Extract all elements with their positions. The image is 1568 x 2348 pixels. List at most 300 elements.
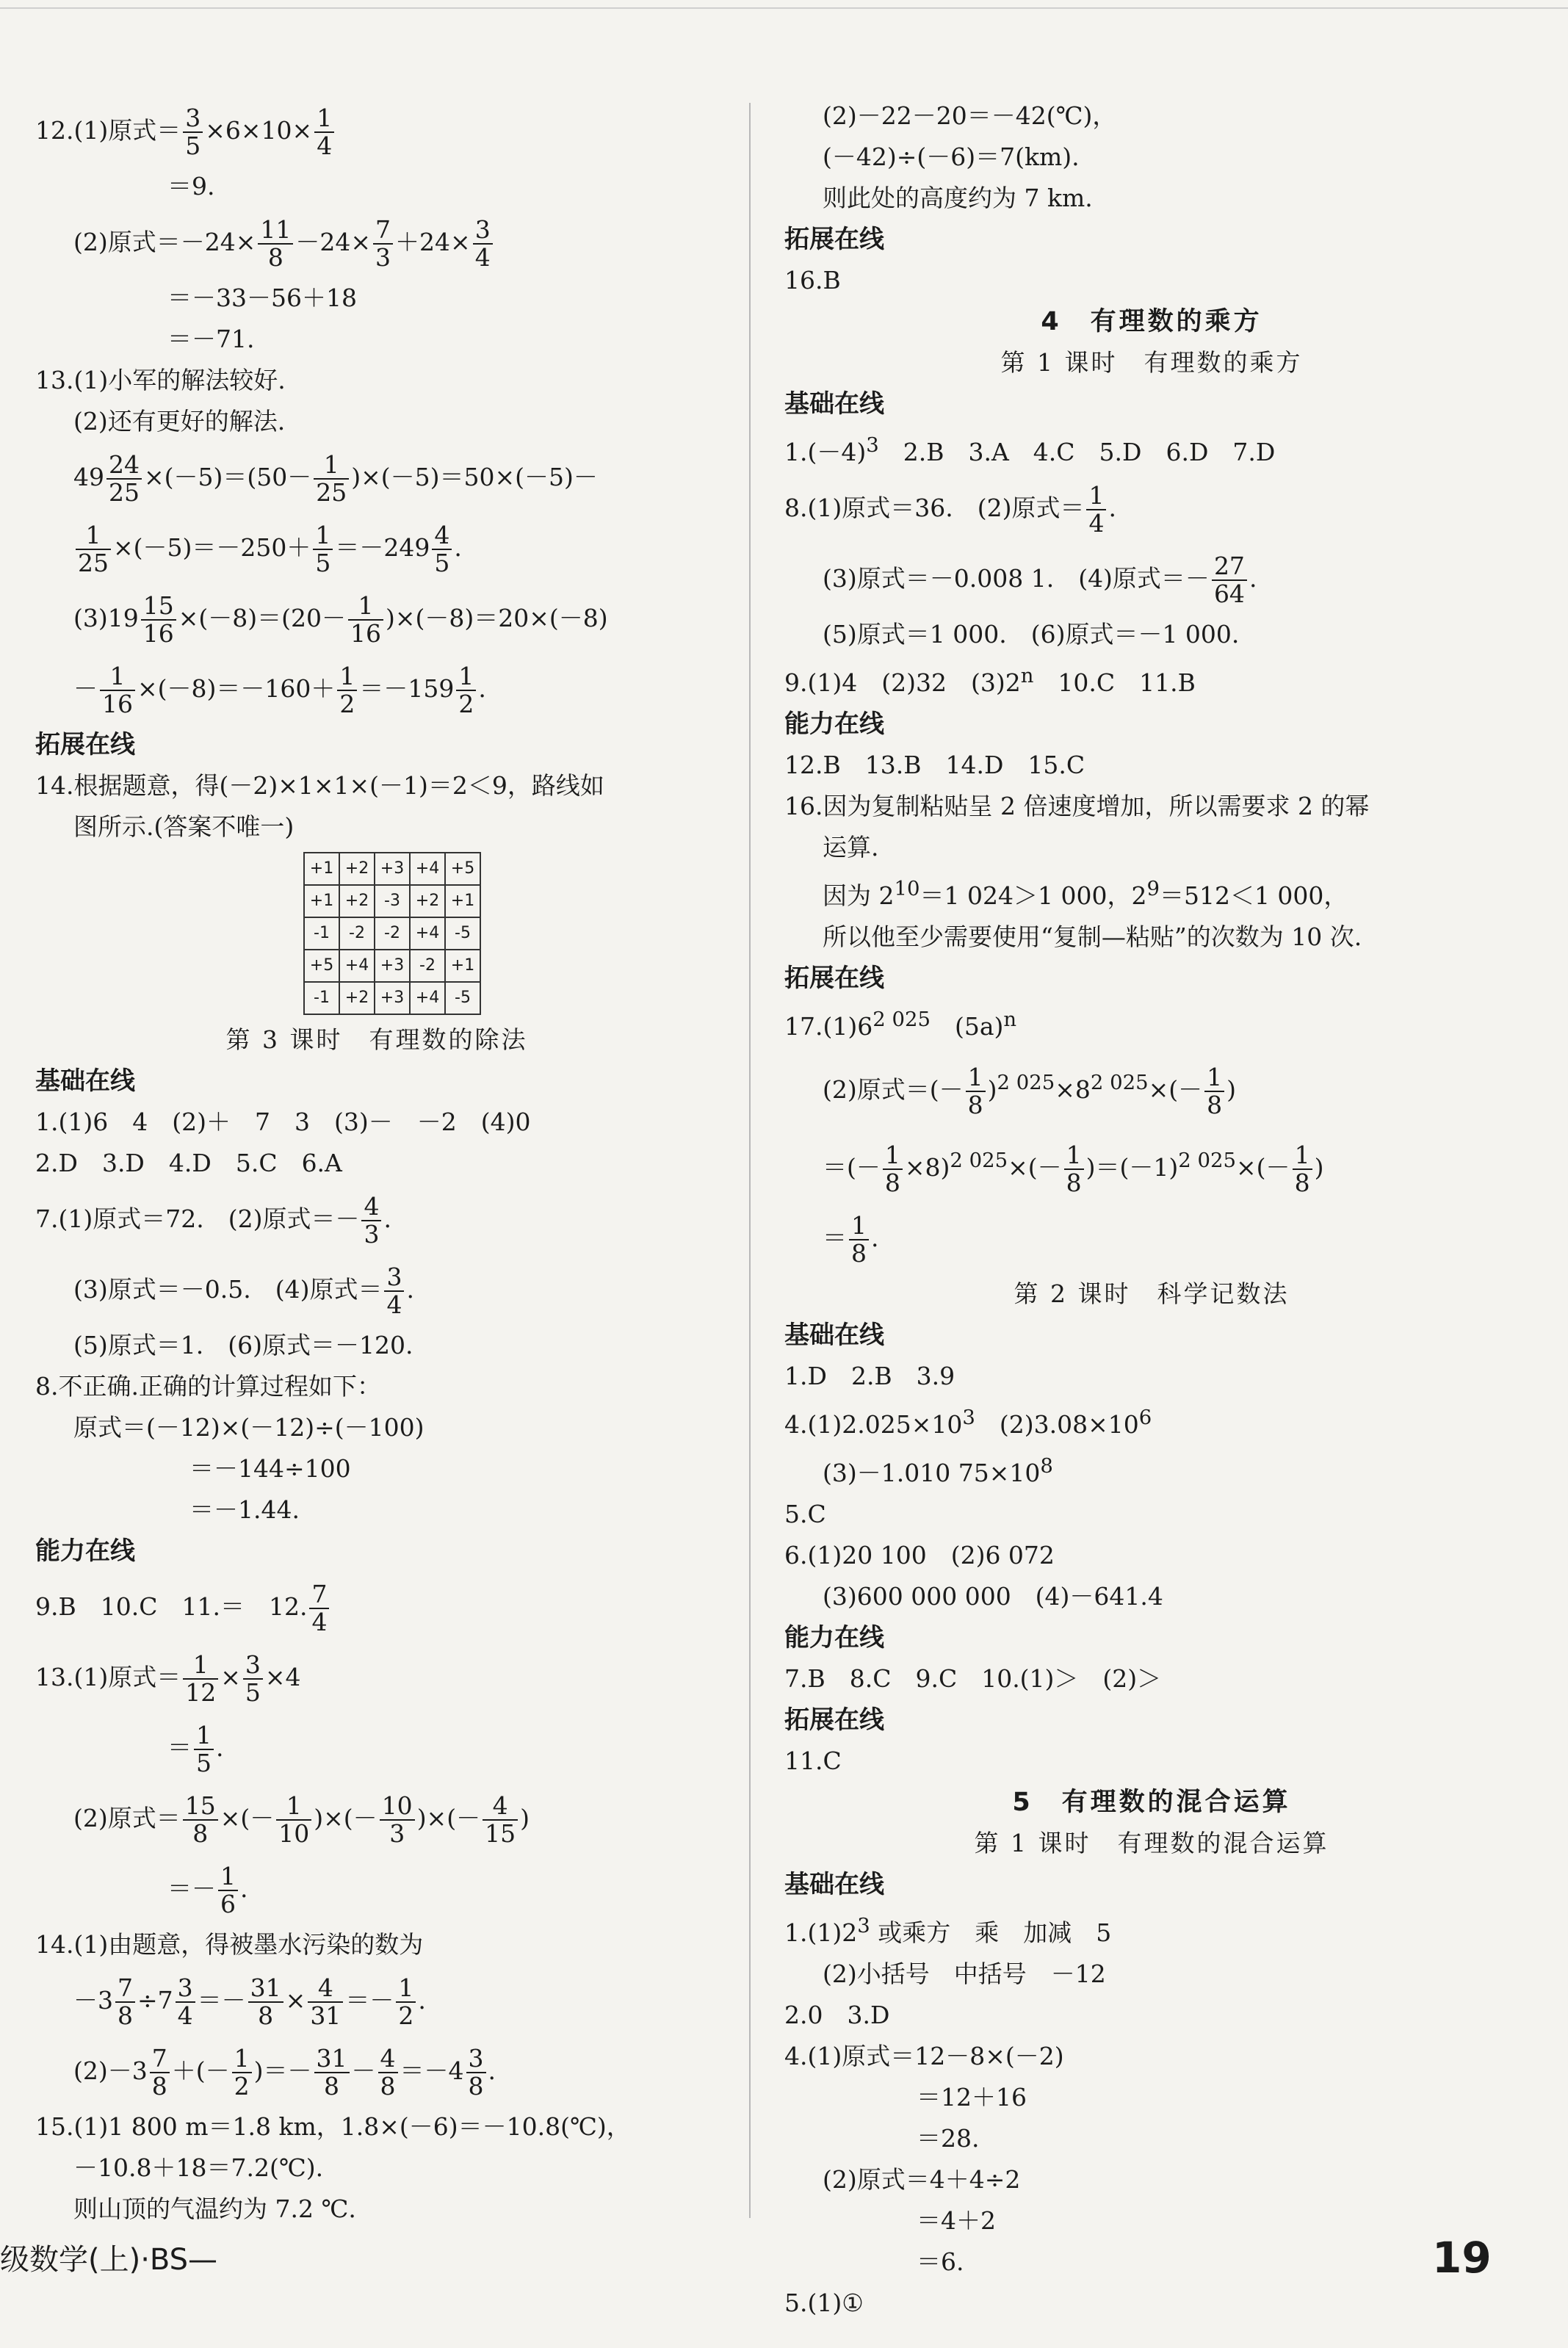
grid-row xyxy=(304,885,480,917)
denominator: 12 xyxy=(185,1678,217,1707)
numerator: 4 xyxy=(432,522,452,550)
superscript: 10 xyxy=(894,877,920,900)
text: ×6×10× xyxy=(205,116,313,145)
fraction xyxy=(1086,483,1106,537)
text: )＝－ xyxy=(253,2056,312,2085)
denominator: 5 xyxy=(315,549,331,577)
a13-2-line2 xyxy=(35,1854,718,1924)
b1: 1.(1)6 4 (2)＋ 7 3 (3)－ －2 (4)0 xyxy=(35,1108,531,1136)
column-divider xyxy=(749,103,751,2218)
fraction xyxy=(373,217,393,271)
fraction xyxy=(456,663,476,718)
text: (3)原式＝－0.008 1. (4)原式＝－ xyxy=(823,564,1210,593)
text: . xyxy=(216,1733,224,1762)
text: 2.B 3.A 4.C 5.D 6.D 7.D xyxy=(878,438,1276,466)
numerator: 3 xyxy=(183,105,203,133)
text: 1.(－4) xyxy=(784,438,867,466)
q13-3-line2 xyxy=(35,654,718,724)
denominator: 4 xyxy=(386,1290,402,1319)
q13-2: (2)还有更好的解法. xyxy=(73,407,286,436)
numerator: 1 xyxy=(348,593,383,621)
text: (2)3.08×10 xyxy=(975,1410,1139,1439)
text: . xyxy=(418,1986,426,2015)
section-heading-extension: 拓展在线 xyxy=(784,1705,884,1735)
r-line xyxy=(784,1125,1519,1203)
text: －24× xyxy=(295,228,372,256)
denominator: 8 xyxy=(1066,1168,1082,1197)
fraction xyxy=(1204,1064,1224,1119)
text: . xyxy=(1249,564,1257,593)
denominator: 5 xyxy=(196,1749,212,1777)
text: 1.(1)2 xyxy=(784,1918,858,1947)
numerator: 1 xyxy=(313,522,333,550)
r-line xyxy=(784,1203,1519,1274)
text: ×(－ xyxy=(1148,1075,1203,1104)
section-heading-ability: 能力在线 xyxy=(35,1536,135,1566)
grid-cell: -1 xyxy=(304,917,339,950)
text: ×4 xyxy=(264,1663,301,1691)
fraction xyxy=(483,1793,518,1847)
text: 9.B 10.C 11.＝ 12. xyxy=(35,1592,308,1621)
text: ×(－ xyxy=(220,1804,275,1832)
grid-cell: -2 xyxy=(410,950,445,982)
text: ＝－159 xyxy=(359,674,455,703)
fraction xyxy=(194,1722,214,1777)
denominator: 4 xyxy=(177,2001,193,2030)
denominator: 8 xyxy=(1207,1091,1223,1119)
page-number: 19 xyxy=(1432,2233,1492,2283)
fraction xyxy=(473,217,493,271)
denominator: 8 xyxy=(1294,1168,1310,1197)
grid-cell: +5 xyxy=(445,853,480,885)
grid-cell: +1 xyxy=(304,853,339,885)
text: 10.C 11.B xyxy=(1033,668,1196,697)
fraction xyxy=(348,593,383,647)
text: . xyxy=(406,1275,414,1304)
a14-line1: 14.(1)由题意，得被墨水污染的数为 xyxy=(35,1930,424,1959)
q13-3-line1 xyxy=(35,583,718,654)
r-line: 6.(1)20 100 (2)6 072 xyxy=(784,1541,1055,1569)
text: ×(－ xyxy=(1236,1153,1290,1182)
text: . xyxy=(1108,494,1116,522)
text: . xyxy=(454,533,462,562)
numerator: 1 xyxy=(396,1975,416,2003)
numerator: 1 xyxy=(1086,483,1106,510)
section-heading-extension: 拓展在线 xyxy=(35,730,135,759)
fraction xyxy=(1064,1142,1084,1196)
numerator: 31 xyxy=(314,2045,350,2073)
section-heading-ability: 能力在线 xyxy=(784,1623,884,1652)
numerator: 7 xyxy=(309,1581,329,1609)
numerator: 15 xyxy=(183,1793,218,1821)
text: ＋24× xyxy=(395,228,471,256)
grid-cell: +5 xyxy=(304,950,339,982)
fraction xyxy=(232,2045,252,2100)
fraction xyxy=(1212,553,1247,607)
b8-line1: 8.不正确.正确的计算过程如下： xyxy=(35,1372,381,1401)
a15-line3: 则山顶的气温约为 7.2 ℃. xyxy=(73,2195,356,2223)
r-line: 1.D 2.B 3.9 xyxy=(784,1362,955,1390)
superscript: 2 025 xyxy=(1178,1149,1237,1172)
numerator: 1 xyxy=(883,1142,903,1170)
grid-cell: +3 xyxy=(375,982,410,1014)
r-line xyxy=(784,1445,1519,1494)
denominator: 8 xyxy=(258,2001,274,2030)
text: )×(－5)＝50×(－5)－ xyxy=(351,463,598,491)
numerator: 4 xyxy=(483,1793,518,1821)
q13-2-line1 xyxy=(35,442,718,513)
grid-cell: -2 xyxy=(375,917,410,950)
superscript: 2 025 xyxy=(997,1071,1055,1094)
denominator: 8 xyxy=(192,1819,209,1848)
fraction xyxy=(883,1142,903,1196)
numerator: 3 xyxy=(384,1264,404,1292)
denominator: 8 xyxy=(118,2001,133,2030)
q14-line2: 图所示.(答案不唯一) xyxy=(73,812,295,841)
r-line: 则此处的高度约为 7 km. xyxy=(823,184,1093,212)
text: 12.(1)原式＝ xyxy=(35,116,181,145)
b2: 2.D 3.D 4.D 5.C 6.A xyxy=(35,1149,342,1177)
denominator: 8 xyxy=(884,1168,900,1197)
text: (3)19 xyxy=(73,604,139,632)
text: ×8) xyxy=(904,1153,950,1182)
section-heading-basic: 基础在线 xyxy=(35,1066,135,1096)
r-line: (3)600 000 000 (4)－641.4 xyxy=(823,1582,1163,1611)
text: × xyxy=(220,1663,241,1691)
text: ＝－ xyxy=(345,1986,394,2015)
text: . xyxy=(488,2056,496,2085)
lesson-title: 第 3 课时 有理数的除法 xyxy=(225,1025,528,1054)
denominator: 8 xyxy=(468,2072,484,2100)
fraction xyxy=(115,1975,135,2029)
b7-line1 xyxy=(35,1184,718,1254)
text: . xyxy=(478,674,486,703)
fraction xyxy=(1293,1142,1312,1196)
denominator: 5 xyxy=(434,549,450,577)
text: 或乘方 乘 加减 5 xyxy=(870,1918,1112,1947)
fraction xyxy=(314,452,349,506)
grid-cell: +4 xyxy=(410,853,445,885)
grid-cell: -2 xyxy=(339,917,375,950)
section-heading-basic: 基础在线 xyxy=(784,1321,884,1350)
denominator: 3 xyxy=(375,243,391,272)
r-line xyxy=(784,1397,1519,1445)
numerator: 4 xyxy=(361,1193,381,1221)
fraction xyxy=(380,1793,415,1847)
fraction xyxy=(76,522,111,577)
numerator: 1 xyxy=(183,1652,218,1680)
a9-line xyxy=(35,1572,718,1642)
section-heading-extension: 拓展在线 xyxy=(784,964,884,993)
text: － xyxy=(351,2056,376,2085)
grid-cell: +2 xyxy=(339,853,375,885)
b8-line2: 原式＝(－12)×(－12)÷(－100) xyxy=(73,1413,424,1442)
text: )×(－8)＝20×(－8) xyxy=(386,604,608,632)
right-column xyxy=(784,95,1519,2324)
denominator: 31 xyxy=(310,2001,342,2030)
superscript: 6 xyxy=(1138,1406,1152,1429)
a13-line2 xyxy=(35,1713,718,1783)
r-line xyxy=(784,999,1519,1047)
grid-row xyxy=(304,950,480,982)
r-line xyxy=(784,473,1519,543)
r-line: (2)－22－20＝－42(℃)， xyxy=(823,101,1117,130)
grid-cell: +3 xyxy=(375,853,410,885)
text: ) xyxy=(1314,1153,1324,1182)
fraction xyxy=(141,593,176,647)
text: 17.(1)6 xyxy=(784,1012,873,1041)
numerator: 1 xyxy=(314,452,349,480)
numerator: 1 xyxy=(1064,1142,1084,1170)
denominator: 2 xyxy=(398,2001,414,2030)
r-line: 运算. xyxy=(823,833,879,861)
fraction xyxy=(150,2045,170,2100)
numerator: 31 xyxy=(248,1975,283,2003)
r-line xyxy=(784,543,1519,614)
grid-cell: +4 xyxy=(410,982,445,1014)
grid-cell: +4 xyxy=(410,917,445,950)
r-line: 7.B 8.C 9.C 10.(1)＞ (2)＞ xyxy=(784,1664,1162,1693)
denominator: 4 xyxy=(311,1608,328,1636)
superscript: 3 xyxy=(857,1914,870,1937)
grid-cell: +3 xyxy=(375,950,410,982)
route-grid xyxy=(303,852,481,1015)
r-line: 2.0 3.D xyxy=(784,2001,890,2029)
denominator: 8 xyxy=(324,2072,339,2100)
r-line xyxy=(784,1047,1519,1125)
superscript: 2 025 xyxy=(950,1149,1008,1172)
q13-2-line2 xyxy=(35,513,718,583)
text: (5a) xyxy=(930,1012,1004,1041)
q12-1-line xyxy=(35,95,718,166)
r-line: 11.C xyxy=(784,1746,842,1775)
q12-2-step: ＝－33－56＋18 xyxy=(167,283,357,312)
text: × xyxy=(285,1986,306,2015)
superscript: n xyxy=(1003,1008,1017,1031)
text: ＝ xyxy=(823,1224,847,1252)
lesson-title: 第 1 课时 有理数的混合运算 xyxy=(974,1829,1329,1857)
text: ×(－ xyxy=(1008,1153,1062,1182)
numerator: 7 xyxy=(150,2045,170,2073)
r-line xyxy=(784,1905,1519,1954)
r-line: (2)原式＝4＋4÷2 xyxy=(823,2165,1021,2194)
denominator: 16 xyxy=(102,690,133,718)
text: (2)原式＝－24× xyxy=(73,228,256,256)
superscript: 2 025 xyxy=(872,1008,931,1031)
text: 8.(1)原式＝36. (2)原式＝ xyxy=(784,494,1085,522)
section-heading-basic: 基础在线 xyxy=(784,389,884,419)
denominator: 6 xyxy=(220,1890,236,1918)
r-line: ＝12＋16 xyxy=(917,2083,1027,2112)
numerator: 1 xyxy=(966,1064,986,1092)
denominator: 5 xyxy=(245,1678,261,1707)
grid-cell: +1 xyxy=(304,885,339,917)
superscript: 3 xyxy=(866,433,879,457)
chapter-heading: 5 有理数的混合运算 xyxy=(1012,1788,1291,1817)
superscript: 2 025 xyxy=(1090,1071,1149,1094)
lesson-title: 第 1 课时 有理数的乘方 xyxy=(1000,348,1303,377)
fraction xyxy=(309,1581,329,1636)
denominator: 25 xyxy=(316,478,347,507)
q12-1-result: ＝9. xyxy=(167,172,215,201)
denominator: 25 xyxy=(109,478,140,507)
fraction xyxy=(183,1793,218,1847)
text: )＝(－1) xyxy=(1085,1153,1179,1182)
r-line: ＝28. xyxy=(917,2124,980,2153)
b8-line3: ＝－144÷100 xyxy=(189,1454,351,1483)
numerator: 1 xyxy=(1204,1064,1224,1092)
fraction xyxy=(337,663,357,718)
fraction xyxy=(183,105,203,159)
text: (2)－3 xyxy=(73,2056,148,2085)
grid-cell: +2 xyxy=(339,885,375,917)
text: )×(－ xyxy=(314,1804,377,1832)
a13-line1 xyxy=(35,1642,718,1713)
fraction xyxy=(218,1863,238,1918)
numerator: 7 xyxy=(373,217,393,245)
fraction xyxy=(384,1264,404,1318)
denominator: 25 xyxy=(78,549,109,577)
numerator: 10 xyxy=(380,1793,415,1821)
r-line: 12.B 13.B 14.D 15.C xyxy=(784,751,1085,779)
grid-cell: -5 xyxy=(445,917,480,950)
denominator: 4 xyxy=(474,243,491,272)
numerator: 3 xyxy=(243,1652,263,1680)
text: 4.(1)2.025×10 xyxy=(784,1410,963,1439)
grid-row xyxy=(304,982,480,1014)
numerator: 1 xyxy=(1293,1142,1312,1170)
text: ＝－ xyxy=(197,1986,246,2015)
r-line: 5.(1)① xyxy=(784,2289,864,2317)
fraction xyxy=(100,663,135,718)
a14-2-line xyxy=(35,2036,718,2106)
denominator: 3 xyxy=(364,1220,380,1249)
denominator: 5 xyxy=(185,131,201,160)
a15-line2: －10.8＋18＝7.2(℃). xyxy=(73,2153,324,2182)
text: 49 xyxy=(73,463,104,491)
r-line xyxy=(784,655,1519,704)
r-line xyxy=(784,425,1519,473)
denominator: 2 xyxy=(234,2072,250,2100)
fraction xyxy=(176,1975,195,2029)
numerator: 1 xyxy=(849,1213,869,1240)
r-line: (－42)÷(－6)＝7(km). xyxy=(823,142,1080,171)
numerator: 1 xyxy=(76,522,111,550)
fraction xyxy=(243,1652,263,1706)
fraction xyxy=(378,2045,398,2100)
text: )×(－ xyxy=(416,1804,481,1832)
section-heading-basic: 基础在线 xyxy=(784,1870,884,1899)
fraction xyxy=(308,1975,343,2029)
superscript: 9 xyxy=(1146,877,1160,900)
r-line: ＝6. xyxy=(917,2247,964,2276)
fraction xyxy=(276,1793,311,1847)
r-line: 16.B xyxy=(784,266,841,295)
numerator: 1 xyxy=(276,1793,311,1821)
numerator: 1 xyxy=(232,2045,252,2073)
r-line: 5.C xyxy=(784,1500,826,1528)
text: ) xyxy=(1226,1075,1237,1104)
denominator: 8 xyxy=(967,1091,983,1119)
grid-cell: +2 xyxy=(339,982,375,1014)
text: ＋(－ xyxy=(171,2056,230,2085)
grid-cell: +1 xyxy=(445,950,480,982)
r-line: (2)小括号 中括号 －12 xyxy=(823,1959,1106,1988)
text: ×(－8)＝－160＋ xyxy=(137,674,336,703)
text: － xyxy=(73,674,98,703)
text: ＝(－ xyxy=(823,1153,881,1182)
text: (3)原式＝－0.5. (4)原式＝ xyxy=(73,1275,383,1304)
numerator: 4 xyxy=(378,2045,398,2073)
grid-cell: +1 xyxy=(445,885,480,917)
text: ×(－5)＝－250＋ xyxy=(113,533,311,562)
fraction xyxy=(248,1975,283,2029)
superscript: n xyxy=(1020,664,1034,687)
numerator: 1 xyxy=(194,1722,214,1750)
b7-line2 xyxy=(35,1254,718,1325)
denominator: 4 xyxy=(317,131,333,160)
fraction xyxy=(313,522,333,577)
text: 13.(1)原式＝ xyxy=(35,1663,181,1691)
q12-2-result: ＝－71. xyxy=(167,325,255,353)
text: . xyxy=(240,1874,248,1903)
text: . xyxy=(871,1224,879,1252)
fraction xyxy=(466,2045,486,2100)
text: ＝－249 xyxy=(335,533,430,562)
denominator: 15 xyxy=(485,1819,516,1848)
text: 7.(1)原式＝72. (2)原式＝－ xyxy=(35,1204,360,1233)
denominator: 64 xyxy=(1213,579,1245,608)
text: ÷7 xyxy=(137,1986,173,2015)
a13-2-line1 xyxy=(35,1783,718,1854)
q13-1: 13.(1)小军的解法较好. xyxy=(35,366,286,394)
a14-line2 xyxy=(35,1965,718,2036)
numerator: 1 xyxy=(314,105,334,133)
text: －3 xyxy=(73,1986,113,2015)
denominator: 8 xyxy=(380,2072,396,2100)
grid-row xyxy=(304,853,480,885)
numerator: 3 xyxy=(466,2045,486,2073)
fraction xyxy=(183,1652,218,1706)
footer-book-title: 级数学(上)·BS— xyxy=(0,2243,218,2277)
numerator: 3 xyxy=(176,1975,195,2003)
top-rule xyxy=(0,7,1568,9)
fraction xyxy=(314,2045,350,2100)
q14-line1: 14.根据题意，得(－2)×1×1×(－1)＝2＜9，路线如 xyxy=(35,771,604,800)
numerator: 11 xyxy=(258,217,293,245)
denominator: 3 xyxy=(389,1819,405,1848)
lesson-title: 第 2 课时 科学记数法 xyxy=(1014,1279,1290,1308)
text: ×(－8)＝(20－ xyxy=(178,604,347,632)
text: (2)原式＝(－ xyxy=(823,1075,964,1104)
numerator: 1 xyxy=(337,663,357,691)
r-line: ＝4＋2 xyxy=(917,2206,996,2235)
r-line xyxy=(784,868,1519,917)
grid-cell: -1 xyxy=(304,982,339,1014)
numerator: 24 xyxy=(106,452,142,480)
section-heading-ability: 能力在线 xyxy=(784,709,884,739)
numerator: 1 xyxy=(456,663,476,691)
text: ×8 xyxy=(1055,1075,1091,1104)
fraction xyxy=(966,1064,986,1119)
superscript: 8 xyxy=(1040,1454,1053,1478)
fraction xyxy=(396,1975,416,2029)
denominator: 16 xyxy=(142,619,174,648)
denominator: 16 xyxy=(350,619,382,648)
b8-line4: ＝－1.44. xyxy=(189,1495,300,1524)
text: ) xyxy=(520,1804,530,1832)
text: ＝1 024＞1 000，2 xyxy=(920,881,1147,910)
